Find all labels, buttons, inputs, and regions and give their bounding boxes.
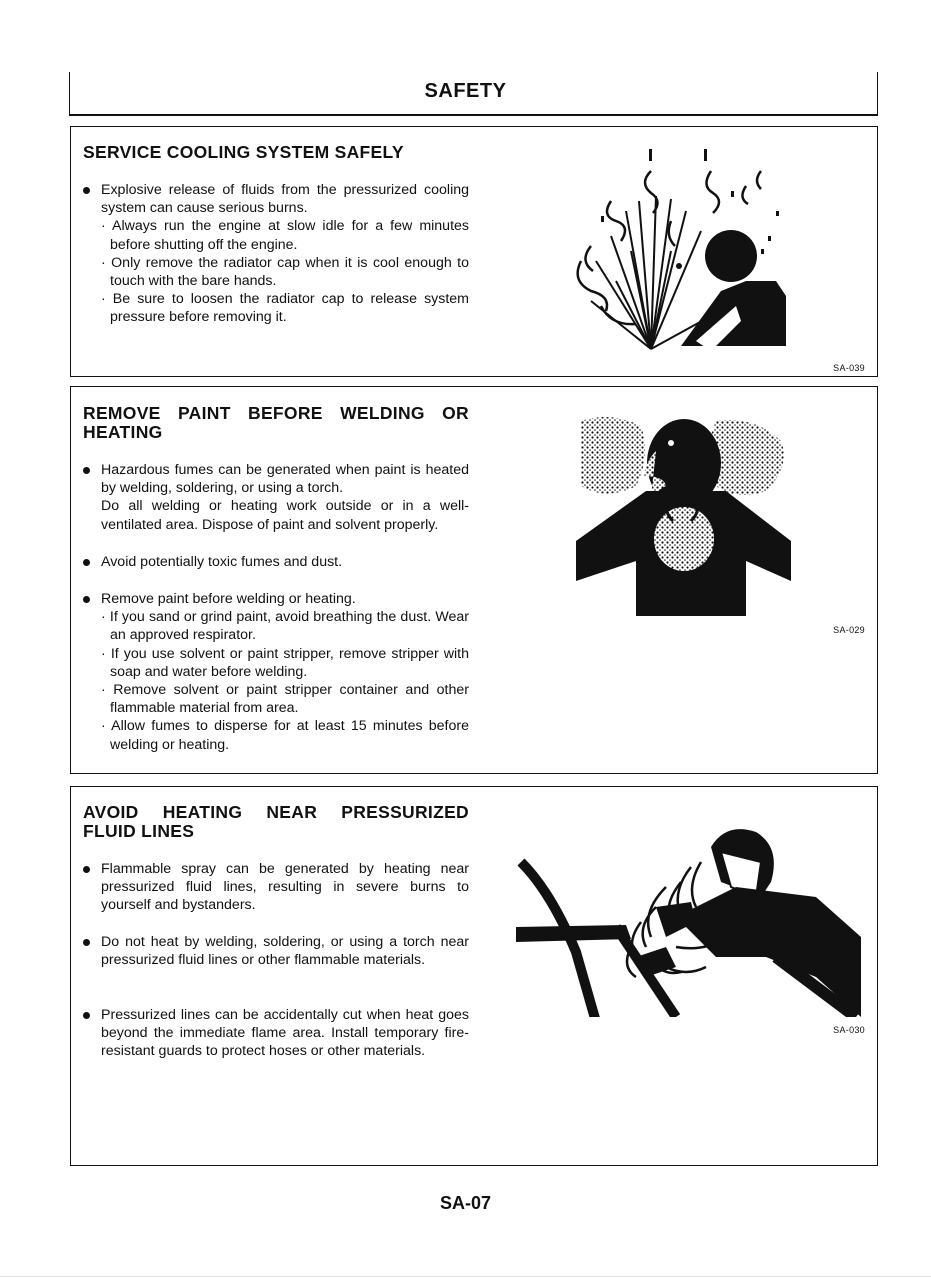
sub-item: · Allow fumes to disperse for at least 15 minutes before welding or heating. <box>101 718 469 753</box>
header-frame-bottom <box>69 114 878 116</box>
bullet-text: Do not heat by welding, soldering, or using a torch near pressurized fluid lines or other flammable materials. <box>101 934 469 969</box>
page-number: SA-07 <box>439 1193 492 1213</box>
bullet-item <box>83 461 469 534</box>
sub-item: · Only remove the radiator cap when it is cool enough to touch with the bare hands. <box>101 254 469 290</box>
sub-item: · If you sand or grind paint, avoid breathing the dust. Wear an approved respirator. <box>101 609 469 644</box>
sub-item: · Always run the engine at slow idle for a few minutes before shutting off the engine. <box>101 218 469 253</box>
bullet-text: Remove paint before welding or heating. <box>101 591 356 607</box>
section-title-line-2: HEATING <box>83 422 163 442</box>
bullet-item <box>83 553 469 571</box>
bullet-item <box>83 933 469 969</box>
bullet-extra-text: Do all welding or heating work outside or in a well-ventilated area. Dispose of paint and solvent properly. <box>101 498 469 533</box>
bullet-dot-icon <box>83 559 90 566</box>
bullet-text: Avoid potentially toxic fumes and dust. <box>101 554 343 570</box>
pressurized-coolant-spray-icon <box>571 141 791 361</box>
bullet-dot-icon <box>83 1012 90 1019</box>
bullet-text: Flammable spray can be generated by heating near pressurized fluid lines, resulting in severe burns to yourself and bystanders. <box>101 861 469 914</box>
bullet-text: Explosive release of fluids from the pressurized cooling system can cause serious burns. <box>101 182 469 217</box>
page-title: SAFETY <box>424 80 507 102</box>
bullet-item <box>83 1006 469 1061</box>
bullet-item <box>83 590 469 754</box>
footer-divider <box>0 1276 931 1277</box>
figure-code: SA-039 <box>833 363 865 373</box>
section-pressurized-lines <box>70 786 878 1166</box>
bullet-dot-icon <box>83 187 90 194</box>
bullet-dot-icon <box>83 939 90 946</box>
toxic-fumes-inhalation-icon <box>576 411 791 616</box>
bullet-text: Pressurized lines can be accidentally cut when heat goes beyond the immediate flame area. Install temporary fire-resistant guards to protect hoses or other materials. <box>101 1007 469 1060</box>
bullet-item <box>83 860 469 915</box>
flammable-spray-fire-icon <box>516 807 866 1017</box>
bullet-dot-icon <box>83 467 90 474</box>
section-title-line-1: REMOVE PAINT BEFORE WELDING OR <box>83 403 469 423</box>
bullet-item <box>83 181 469 327</box>
figure-code: SA-029 <box>833 625 865 635</box>
section-title-line-2: FLUID LINES <box>83 821 195 841</box>
sub-item: · Remove solvent or paint stripper container and other flammable material from area. <box>101 682 469 717</box>
section-title-line-1: AVOID HEATING NEAR PRESSURIZED <box>83 802 469 822</box>
bullet-text: Hazardous fumes can be generated when paint is heated by welding, soldering, or using a torch. <box>101 462 469 497</box>
bullet-dot-icon <box>83 866 90 873</box>
section-remove-paint <box>70 386 878 774</box>
section-title: SERVICE COOLING SYSTEM SAFELY <box>83 142 404 162</box>
figure-code: SA-030 <box>833 1025 865 1035</box>
section-cooling-system <box>70 126 878 377</box>
sub-item: · Be sure to loosen the radiator cap to release system pressure before removing it. <box>101 291 469 326</box>
bullet-dot-icon <box>83 596 90 603</box>
sub-item: · If you use solvent or paint stripper, remove stripper with soap and water before welding. <box>101 645 469 680</box>
